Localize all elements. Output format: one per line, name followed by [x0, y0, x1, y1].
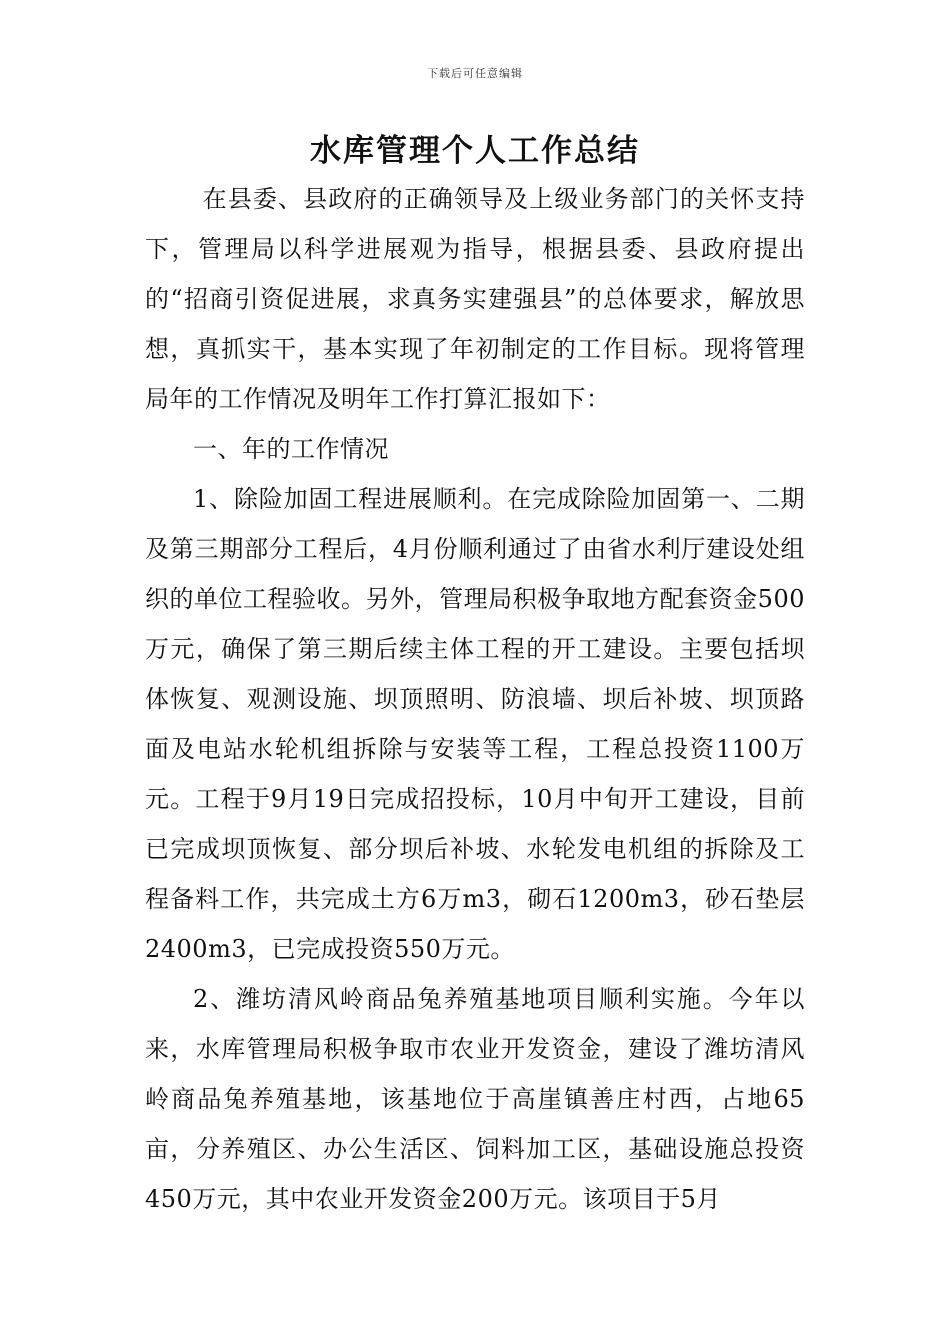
paragraph-item-1: 1、除险加固工程进展顺利。在完成除险加固第一、二期及第三期部分工程后，4月份顺利通过了由省水利厅建设处组织的单位工程验收。另外，管理局积极争取地方配套资金500万元，确保了第三期后续主体工程的开工建设。主要包括坝体恢复、观测设施、坝顶照明、防浪墙、坝后补坡、坝顶路面及电站水轮机组拆除与安装等工程，工程总投资1100万元。工程于9月19日完成招投标，10月中旬开工建设，目前已完成坝顶恢复、部分坝后补坡、水轮发电机组的拆除及工程备料工作，共完成土方6万m3，砌石1200m3，砂石垫层2400m3，已完成投资550万元。	[145, 485, 805, 963]
paragraph-item-2: 2、潍坊清风岭商品兔养殖基地项目顺利实施。今年以来，水库管理局积极争取市农业开发资金，建设了潍坊清风岭商品兔养殖基地，该基地位于高崖镇善庄村西，占地65亩，分养殖区、办公生活区、饲料加工区，基础设施总投资450万元，其中农业开发资金200万元。该项目于5月	[145, 985, 805, 1213]
header-note: 下载后可任意编辑	[427, 67, 523, 80]
section-heading: 一、年的工作情况	[193, 435, 389, 463]
paragraph-intro: 在县委、县政府的正确领导及上级业务部门的关怀支持下，管理局以科学进展观为指导，根据县委、县政府提出的“招商引资促进展，求真务实建强县”的总体要求，解放思想，真抓实干，基本实现了年初制定的工作目标。现将管理局年的工作情况及明年工作打算汇报如下：	[145, 185, 805, 413]
document-title: 水库管理个人工作总结	[310, 133, 640, 169]
document-body	[145, 174, 805, 1224]
